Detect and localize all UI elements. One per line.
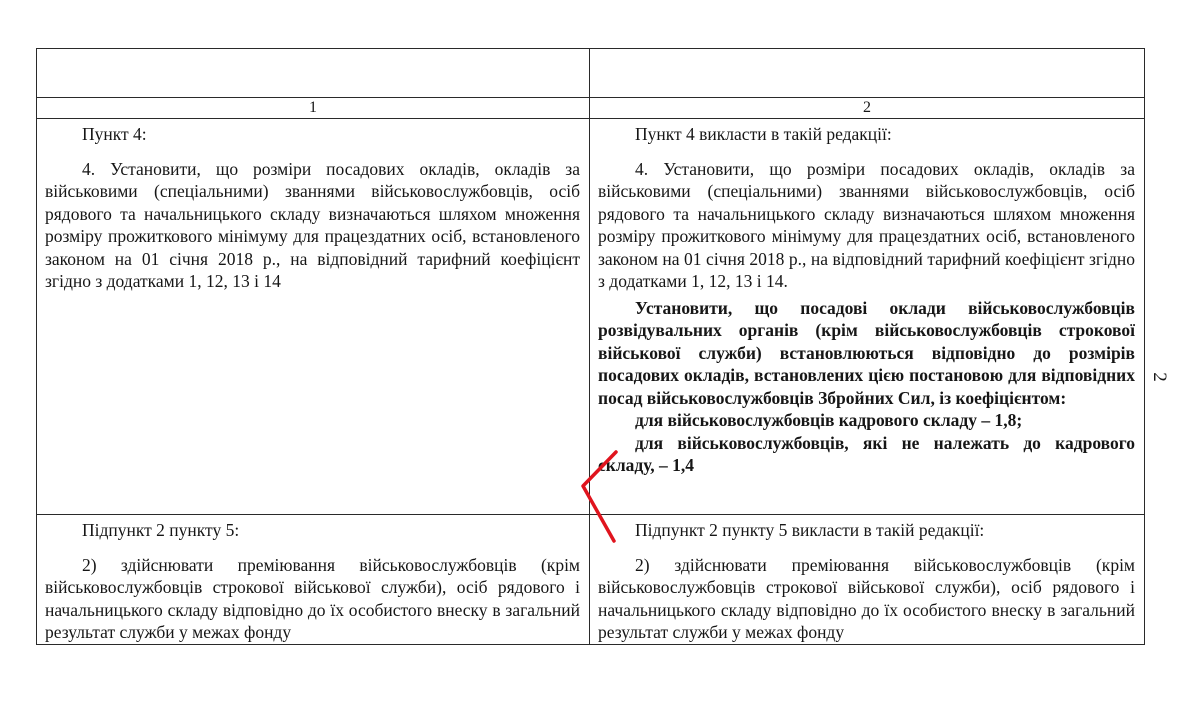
item-heading: Пункт 4: (82, 124, 147, 144)
item-text: 4. Установити, що розміри посадових окладів, окладів за військовими (спеціальними) званнями військовослужбовців, осіб рядового та начальницького складу визначаються шляхом множення розміру прожиткового мінімуму для працездатних осіб, встановленого законом на 01 січня 2018 р., на відповідний тарифний коефіцієнт згідно з додатками 1, 12, 13 і 14. (598, 158, 1135, 291)
item-text: 2) здійснювати преміювання військовослужбовців (крім військовослужбовців строкової військової служби), осіб рядового і начальницького складу відповідно до їх особистого внеску в загальний результат служби у межах фонду (45, 554, 580, 642)
table-header-row (37, 49, 1145, 98)
proposed-text-cell (590, 119, 1145, 515)
column-number-row (37, 98, 1145, 119)
item-heading: Пункт 4 викласти в такій редакції: (635, 124, 892, 144)
item-text: 2) здійснювати преміювання військовослужбовців (крім військовослужбовців строкової військової служби), осіб рядового і начальницького складу відповідно до їх особистого внеску в загальний результат служби у межах фонду (598, 554, 1135, 642)
comparison-table (36, 48, 1145, 645)
current-text-cell (37, 119, 590, 515)
item-heading: Підпункт 2 пункту 5: (82, 520, 240, 540)
table-row (37, 515, 1145, 645)
amendment-item: для військовослужбовців, які не належать до кадрового складу, – 1,4 (598, 432, 1135, 475)
column-number-1: 1 (37, 98, 590, 119)
header-cell-right (590, 49, 1145, 98)
header-cell-left (37, 49, 590, 98)
proposed-text-cell (590, 515, 1145, 645)
amendment-text: Установити, що посадові оклади військовослужбовців розвідувальних органів (крім військовослужбовців строкової військової служби) встановлюються відповідно до розмірів посадових окладів, встановлених цією постановою для відповідних посад військовослужбовців Збройних Сил, із коефіцієнтом: (598, 297, 1135, 408)
amendment-item: для військовослужбовців кадрового складу – 1,8; (635, 410, 1023, 430)
item-text: 4. Установити, що розміри посадових окладів, окладів за військовими (спеціальними) званнями військовослужбовців, осіб рядового та начальницького складу визначаються шляхом множення розміру прожиткового мінімуму для працездатних осіб, встановленого законом на 01 січня 2018 р., на відповідний тарифний коефіцієнт згідно з додатками 1, 12, 13 і 14 (45, 158, 580, 291)
table-row (37, 119, 1145, 515)
column-number-2: 2 (590, 98, 1145, 119)
item-heading: Підпункт 2 пункту 5 викласти в такій редакції: (635, 520, 985, 540)
page-number: 2 (1148, 372, 1170, 382)
current-text-cell (37, 515, 590, 645)
